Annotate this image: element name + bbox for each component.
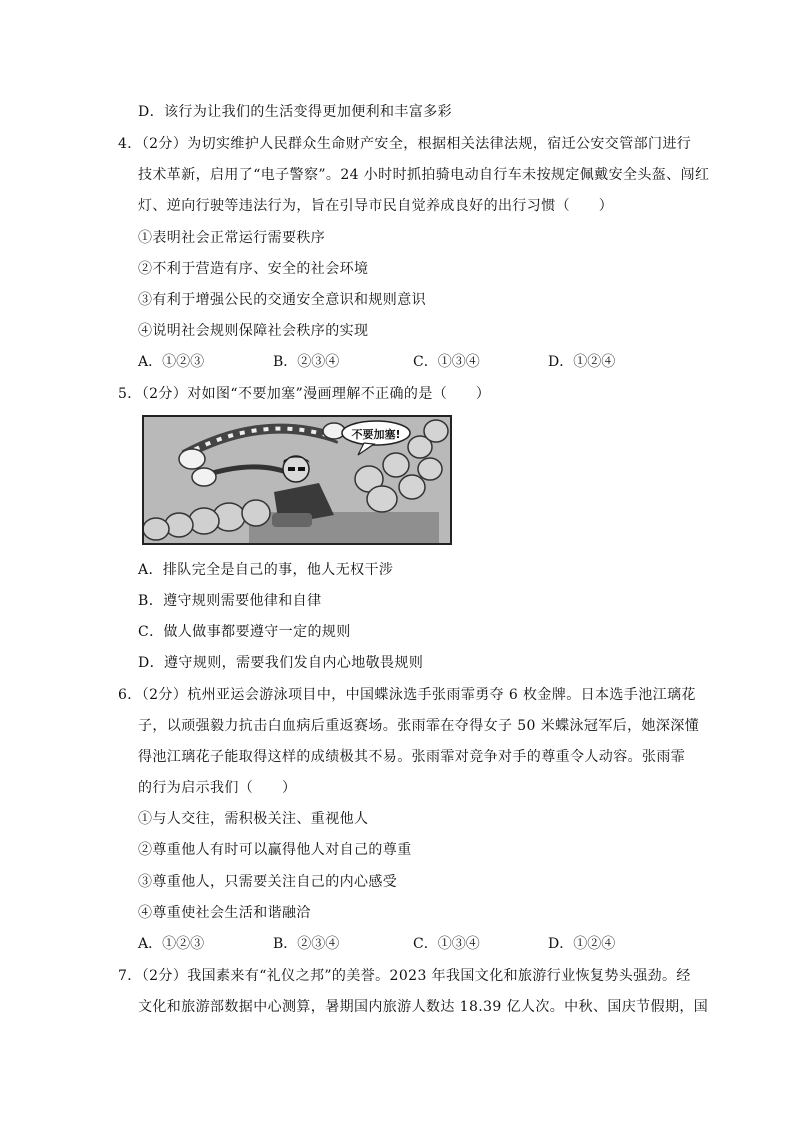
q6-option-b: B．②③④ xyxy=(273,936,340,952)
q6-statement-2: ②尊重他人有时可以赢得他人对自己的尊重 xyxy=(138,842,412,858)
q5-option-d: D．遵守规则，需要我们发自内心地敬畏规则 xyxy=(138,655,424,671)
q5-stem: 5．（2分）对如图“不要加塞”漫画理解不正确的是（ ） xyxy=(118,386,491,402)
q4-stem-line-3: 灯、逆向行驶等违法行为，旨在引导市民自觉养成良好的出行习惯（ ） xyxy=(138,198,614,214)
q4-statement-2: ②不利于营造有序、安全的社会环境 xyxy=(138,261,369,277)
q6-statement-4: ④尊重使社会生活和谐融洽 xyxy=(138,905,311,921)
q3-option-d: D．该行为让我们的生活变得更加便利和丰富多彩 xyxy=(138,104,453,120)
q5-option-c: C．做人做事都要遵守一定的规则 xyxy=(138,624,351,640)
q6-option-a: A．①②③ xyxy=(138,936,205,952)
q4-option-d: D．①②④ xyxy=(548,354,616,370)
q6-stem-line-3: 得池江璃花子能取得这样的成绩极其不易。张雨霏对竞争对手的尊重令人动容。张雨霏 xyxy=(138,749,686,765)
q4-options xyxy=(138,352,615,372)
q5-option-a: A．排队完全是自己的事，他人无权干涉 xyxy=(138,562,394,578)
q6-statement-1: ①与人交往，需积极关注、重视他人 xyxy=(138,811,369,827)
q5-option-b: B．遵守规则需要他律和自律 xyxy=(138,593,322,609)
q6-stem-line-2: 子，以顽强毅力抗击白血病后重返赛场。张雨霏在夺得女子 50 米蝶泳冠军后，她深深懂 xyxy=(138,718,700,734)
q4-option-a: A．①②③ xyxy=(138,354,205,370)
q4-statement-1: ①表明社会正常运行需要秩序 xyxy=(138,230,326,246)
speech-bubble-text: 不要加塞! xyxy=(351,428,401,441)
q6-stem-line-1: 6．（2分）杭州亚运会游泳项目中，中国蝶泳选手张雨霏勇夺 6 枚金牌。日本选手池江璃花 xyxy=(118,687,696,703)
q4-stem-line-1: 4．（2分）为切实维护人民群众生命财产安全，根据相关法律法规，宿迁公安交管部门进行 xyxy=(118,136,692,152)
q6-option-c: C．①③④ xyxy=(413,936,480,952)
q4-option-c: C．①③④ xyxy=(413,354,480,370)
queue-jumping-cartoon xyxy=(142,415,452,545)
q6-statement-3: ③尊重他人，只需要关注自己的内心感受 xyxy=(138,874,398,890)
q7-stem-line-2: 文化和旅游部数据中心测算，暑期国内旅游人数达 18.39 亿人次。中秋、国庆节假期，国 xyxy=(138,999,709,1015)
q4-statement-3: ③有利于增强公民的交通安全意识和规则意识 xyxy=(138,292,426,308)
q4-statement-4: ④说明社会规则保障社会秩序的实现 xyxy=(138,323,369,339)
q4-option-b: B．②③④ xyxy=(273,354,340,370)
q6-option-d: D．①②④ xyxy=(548,936,616,952)
cartoon-drawing xyxy=(144,417,450,543)
q7-stem-line-1: 7．（2分）我国素来有“礼仪之邦”的美誉。2023 年我国文化和旅游行业恢复势头强劲。经 xyxy=(118,968,691,984)
q4-stem-line-2: 技术革新，启用了“电子警察”。24 小时时抓拍骑电动自行车未按规定佩戴安全头盔、闯红 xyxy=(138,167,710,183)
q6-options xyxy=(138,934,615,954)
q6-stem-line-4: 的行为启示我们（ ） xyxy=(138,780,297,796)
